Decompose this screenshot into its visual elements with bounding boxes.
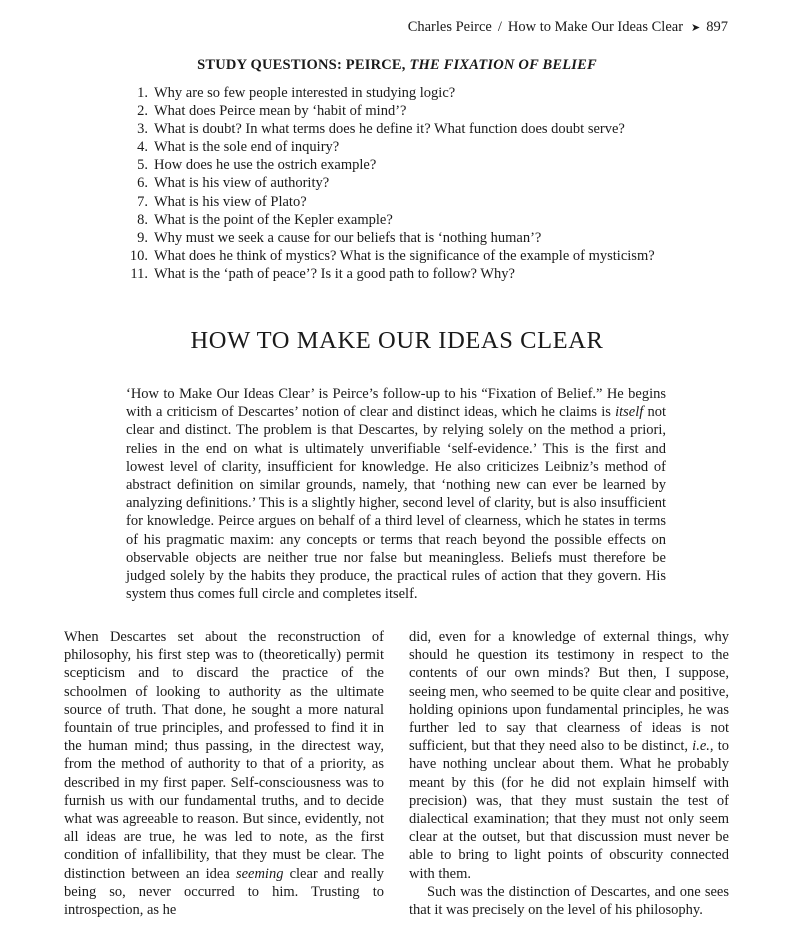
study-question (118, 84, 655, 102)
question-text: What is his view of Plato? (154, 193, 307, 210)
article-intro (126, 385, 666, 603)
body-paragraph: Such was the distinction of Descartes, and one sees that it was precisely on the level of his philosophy. (409, 883, 729, 919)
article-title: HOW TO MAKE OUR IDEAS CLEAR (190, 327, 604, 354)
study-question (118, 265, 655, 283)
question-text: What is the sole end of inquiry? (154, 139, 340, 156)
question-number: 7. (137, 193, 148, 210)
study-question (118, 102, 655, 120)
study-question (118, 156, 655, 174)
running-header (408, 19, 728, 36)
question-text: Why are so few people interested in studying logic? (154, 85, 456, 101)
page-number: 897 (706, 19, 728, 35)
header-separator: / (497, 19, 502, 35)
left-text-a: When Descartes set about the reconstruction of philosophy, his first step was to (theoretically) permit scepticism and to discard the practice of the schoolmen of looking to authority as the ultimate source of truth. That done, he sought a more natural fountain of true principles, and professed to find it in the human mind; thus passing, in the directest way, from the method of authority to that of a priority, as described in my first paper. Self-consciousness was to furnish us with our fundamental truths, and to decide what was agreeable to reason. But since, evidently, not all ideas are true, he was led to note, as the first condition of infallibility, that they must be clear. The distinction between an idea (64, 629, 384, 882)
study-questions-heading (0, 57, 794, 74)
body-paragraph (64, 628, 384, 919)
intro-emphasis: itself (615, 404, 644, 421)
question-text: How does he use the ostrich example? (154, 157, 377, 174)
study-question (118, 174, 655, 192)
study-questions-heading-prefix: STUDY QUESTIONS: PEIRCE, (197, 57, 410, 73)
study-question (118, 229, 655, 247)
question-text: What is the point of the Kepler example? (154, 211, 393, 228)
study-question (118, 120, 655, 138)
study-question (118, 247, 655, 265)
body-column-left (64, 628, 384, 919)
study-question (118, 193, 655, 211)
question-text: What does he think of mystics? What is the significance of the example of mysticism? (154, 247, 655, 264)
question-number: 2. (137, 103, 148, 120)
body-column-right (409, 628, 729, 919)
study-questions-list (118, 84, 655, 283)
question-number: 11. (130, 265, 148, 282)
study-question (118, 211, 655, 229)
question-number: 6. (137, 175, 148, 192)
question-number: 1. (137, 85, 148, 101)
question-text: Why must we seek a cause for our beliefs that is ‘nothing human’? (154, 229, 542, 246)
study-questions-heading-work: THE FIXATION OF BELIEF (409, 57, 597, 73)
question-number: 8. (137, 211, 148, 228)
right-text-a: did, even for a knowledge of external things, why should he question its testimony in respect to the contents of our own minds? But then, I suppose, seeing men, who seemed to be quite clear and positive, holding opinions upon fundamental principles, he was further led to say that clearness of ideas is not sufficient, but that they need also to be distinct, (409, 629, 729, 755)
left-text-b: clear and really being so, never occurred to him. Trusting to introspection, as he (64, 865, 384, 919)
question-number: 5. (137, 157, 148, 174)
question-number: 4. (137, 139, 148, 156)
question-text: What is doubt? In what terms does he define it? What function does doubt serve? (154, 121, 625, 138)
right-emphasis: i.e. (692, 738, 710, 755)
right-text-b: , to have nothing unclear about them. What he probably meant by this (for he did not explain himself with precision) was, that they must sustain the test of dialectical examination; that they must not only seem clear at the outset, but that discussion must never be able to bring to light points of obscurity connected with them. (409, 738, 729, 882)
diamond-arrow-icon: ➤ (691, 22, 701, 34)
question-text: What is the ‘path of peace’? Is it a good path to follow? Why? (154, 265, 515, 282)
study-question (118, 138, 655, 156)
header-title: How to Make Our Ideas Clear (507, 19, 684, 35)
question-text: What is his view of authority? (154, 175, 330, 192)
question-number: 10. (129, 247, 148, 264)
question-text: What does Peirce mean by ‘habit of mind’? (154, 103, 407, 120)
body-paragraph (409, 628, 729, 883)
header-author: Charles Peirce (407, 19, 492, 35)
intro-text-b: not clear and distinct. The problem is that Descartes, by relying solely on the method a priori, relies in the end on what is ultimately unverifiable ‘self-evidence.’ This is the first and lowest level of clarity, insufficient for knowledge. He also criticizes Leibniz’s method of abstract definition on similar grounds, namely, that ‘nothing new can ever be learned by analyzing definitions.’ This is a slightly higher, second level of clarity, but is also insufficient for knowledge. Peirce argues on behalf of a third level of clearness, which he states in terms of his pragmatic maxim: any concepts or terms that reach beyond the possible effects on observable objects are neither true nor false but meaningless. Beliefs must therefore be judged solely by the habits they produce, the practical rules of action that they govern. His system thus comes full circle and completes itself. (126, 404, 666, 603)
intro-text-a: ‘How to Make Our Ideas Clear’ is Peirce’s follow-up to his “Fixation of Belief.” He begins with a criticism of Descartes’ notion of clear and distinct ideas, which he claims is (126, 386, 666, 421)
question-number: 3. (137, 121, 148, 138)
question-number: 9. (137, 229, 148, 246)
left-emphasis: seeming (235, 865, 284, 882)
